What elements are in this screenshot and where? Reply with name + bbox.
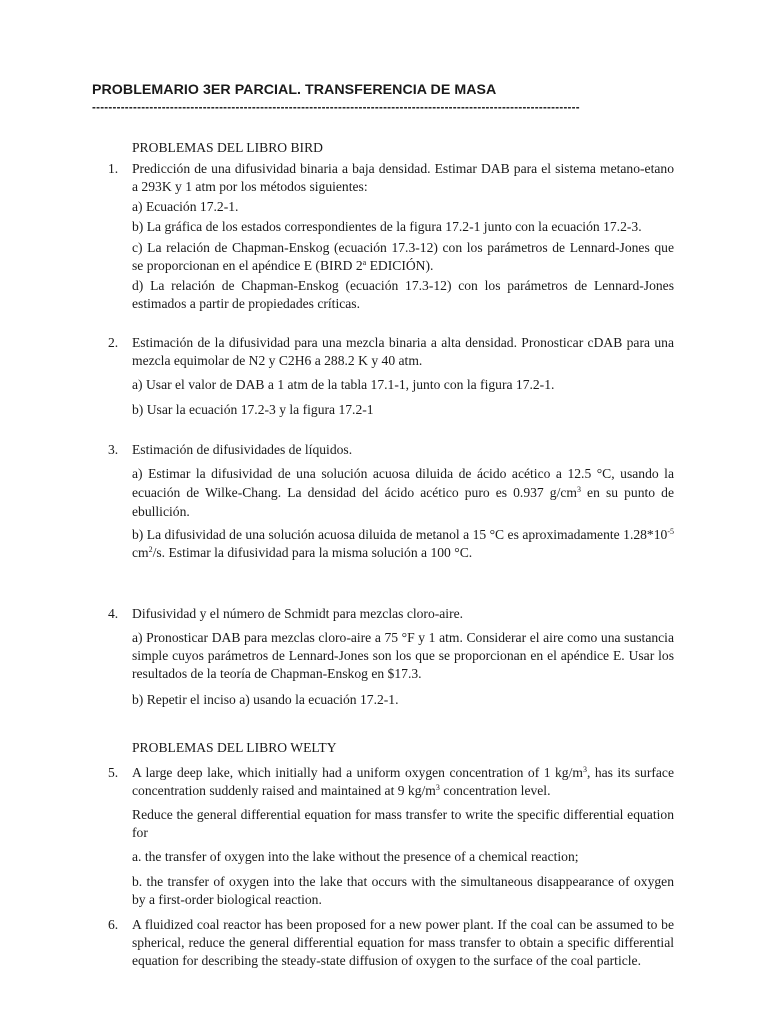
problem-5-statement: A large deep lake, which initially had a uniform oxygen concentration of 1 $kg/m^3$, has its surface concentration suddenly raised and maintained at 9 $kg/m^3$ concentration level. <box>132 765 674 798</box>
problem-1-number: 1. <box>108 161 119 176</box>
problem-1-statement: Predicción de una difusividad binaria a baja densidad. Estimar DAB para el sistema metano-etano a 293K y 1 atm por los métodos siguientes: <box>132 161 674 194</box>
title-divider: ----------------------------------------------------------------------------------------------------------------------- <box>92 102 580 114</box>
problem-4-statement: Difusividad y el número de Schmidt para mezclas cloro-aire. <box>132 606 464 621</box>
problem-2-option-a: a) Usar el valor de DAB a 1 atm de la tabla 17.1-1, junto con la figura 17.2-1. <box>132 377 555 392</box>
problem-2-option-b: b) Usar la ecuación 17.2-3 y la figura 17.2-1 <box>132 402 374 417</box>
section-heading-bird: PROBLEMAS DEL LIBRO BIRD <box>132 140 323 155</box>
problem-2-number: 2. <box>108 335 119 350</box>
problem-3-option-a: a) Estimar la difusividad de una solución acuosa diluida de ácido acético a 12.5 °C, usando la ecuación de Wilke-Chang. La densidad del ácido acético puro es 0.937 $g/cm^3$ en su punto de ebullición. <box>132 466 674 519</box>
problem-2-statement: Estimación de la difusividad para una mezcla binaria a alta densidad. Pronosticar cDAB para una mezcla equimolar de N2 y C2H6 a 288.2 K y 40 atm. <box>132 335 674 368</box>
problem-5-option-a: a. the transfer of oxygen into the lake without the presence of a chemical reaction; <box>132 849 579 864</box>
problem-1-option-a: a) Ecuación 17.2-1. <box>132 199 239 214</box>
document-title: PROBLEMARIO 3ER PARCIAL. TRANSFERENCIA DE MASA <box>92 82 497 98</box>
problem-5-number: 5. <box>108 765 119 780</box>
problem-1-option-c: c) La relación de Chapman-Enskog (ecuación 17.3-12) con los parámetros de Lennard-Jones que se proporcionan en el apéndice E (BIRD 2$^a$ EDICIÓN). <box>132 240 674 273</box>
problem-5-option-b: b. the transfer of oxygen into the lake that occurs with the simultaneous disappearance of oxygen by a first-order biological reaction. <box>132 874 674 907</box>
problem-3-statement: Estimación de difusividades de líquidos. <box>132 442 353 457</box>
problem-4-number: 4. <box>108 606 119 621</box>
section-heading-welty: PROBLEMAS DEL LIBRO WELTY <box>132 740 337 755</box>
problem-6-statement: A fluidized coal reactor has been proposed for a new power plant. If the coal can be assumed to be spherical, reduce the general differential equation for mass transfer to obtain a specific differential equation for describing the steady-state diffusion of oxygen to the surface of the coal particle. <box>132 917 674 968</box>
problem-1-option-d: d) La relación de Chapman-Enskog (ecuación 17.3-12) con los parámetros de Lennard-Jones estimados a partir de propiedades críticas. <box>132 278 674 311</box>
problem-1-option-b: b) La gráfica de los estados correspondientes de la figura 17.2-1 junto con la ecuación 17.2-3. <box>132 219 642 234</box>
problem-4-option-b: b) Repetir el inciso a) usando la ecuación 17.2-1. <box>132 692 399 707</box>
problem-4-option-a: a) Pronosticar DAB para mezclas cloro-aire a 75 °F y 1 atm. Considerar el aire como una sustancia simple cuyos parámetros de Lennard-Jones son los que se proporcionan en el apéndice E. Usar los resultados de la teoría de Chapman-Enskog en $17.3. <box>132 630 674 681</box>
problem-3-option-b: b) La difusividad de una solución acuosa diluida de metanol a 15 °C es aproximadamente $1.28*10^{-5}$ $cm^2/s$. Estimar la difusividad para la misma solución a 100 °C. <box>132 527 674 560</box>
problem-6-number: 6. <box>108 917 119 932</box>
problem-5-reduce-text: Reduce the general differential equation for mass transfer to write the specific differential equation for <box>132 807 674 840</box>
problem-3-number: 3. <box>108 442 119 457</box>
